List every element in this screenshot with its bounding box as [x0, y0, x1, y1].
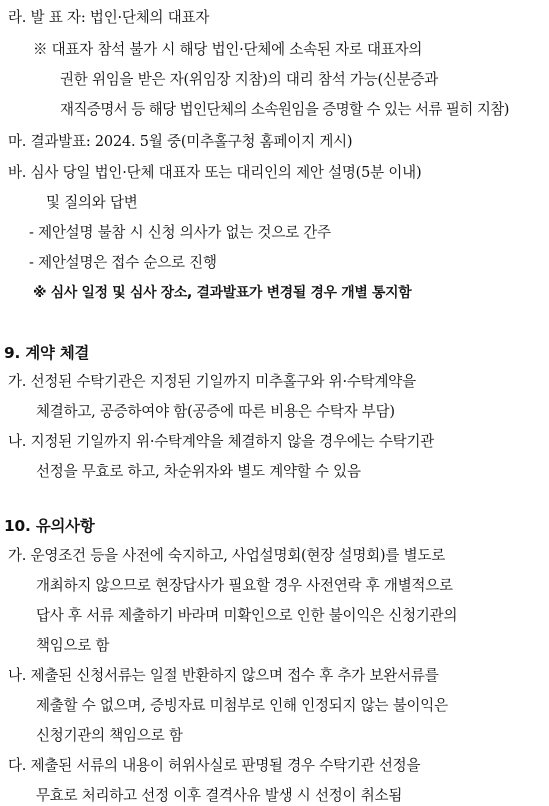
- s9-item-ga-line-2: 체결하고, 공증하여야 함(공증에 따른 비용은 수탁자 부담): [36, 403, 395, 420]
- section-heading-10: 10. 유의사항: [4, 517, 95, 535]
- s10-item-ga-line-3: 답사 후 서류 제출하기 바라며 미확인으로 인한 불이익은 신청기관의: [36, 607, 458, 624]
- item-ma: 마. 결과발표: 2024. 5월 중(미추홀구청 홈페이지 게시): [8, 133, 353, 150]
- dash-item-1: - 제안설명 불참 시 신청 의사가 없는 것으로 간주: [29, 224, 331, 241]
- s9-item-ga-line-1: 가. 선정된 수탁기관은 지정된 기일까지 미추홀구와 위·수탁계약을: [8, 373, 416, 390]
- s10-item-na-line-3: 신청기관의 책임으로 함: [36, 727, 183, 744]
- s9-item-na-line-1: 나. 지정된 기일까지 위·수탁계약을 체결하지 않을 경우에는 수탁기관: [8, 433, 435, 450]
- section-heading-9: 9. 계약 체결: [4, 344, 90, 362]
- note-ra-line-3: 재직증명서 등 해당 법인단체의 소속원임을 증명할 수 있는 서류 필히 지참): [60, 101, 509, 118]
- s10-item-ga-line-1: 가. 운영조건 등을 사전에 숙지하고, 사업설명회(현장 설명회)를 별도로: [8, 547, 445, 564]
- note-ra-line-1: ※ 대표자 참석 불가 시 해당 법인·단체에 소속된 자로 대표자의: [33, 41, 423, 58]
- s10-item-ga-line-2: 개최하지 않으므로 현장답사가 필요할 경우 사전연락 후 개별적으로: [36, 577, 453, 594]
- item-ra: 라. 발 표 자: 법인·단체의 대표자: [8, 9, 210, 26]
- s10-item-na-line-1: 나. 제출된 신청서류는 일절 반환하지 않으며 접수 후 추가 보완서류를: [8, 667, 439, 684]
- item-ba-line-2: 및 질의와 답변: [46, 194, 138, 211]
- bold-notice: ※ 심사 일정 및 심사 장소, 결과발표가 변경될 경우 개별 통지함: [33, 285, 412, 301]
- note-ra-line-2: 권한 위임을 받은 자(위임장 지참)의 대리 참석 가능(신분증과: [60, 71, 439, 88]
- s9-item-na-line-2: 선정을 무효로 하고, 차순위자와 별도 계약할 수 있음: [36, 463, 361, 480]
- s10-item-ga-line-4: 책임으로 함: [36, 637, 110, 654]
- dash-item-2: - 제안설명은 접수 순으로 진행: [29, 254, 217, 271]
- item-ba-line-1: 바. 심사 당일 법인·단체 대표자 또는 대리인의 제안 설명(5분 이내): [8, 164, 422, 181]
- s10-item-da-line-2: 무효로 처리하고 선정 이후 결격사유 발생 시 선정이 취소됨: [36, 787, 403, 804]
- s10-item-na-line-2: 제출할 수 없으며, 증빙자료 미첨부로 인해 인정되지 않는 불이익은: [36, 697, 448, 714]
- s10-item-da-line-1: 다. 제출된 서류의 내용이 허위사실로 판명될 경우 수탁기관 선정을: [8, 757, 421, 774]
